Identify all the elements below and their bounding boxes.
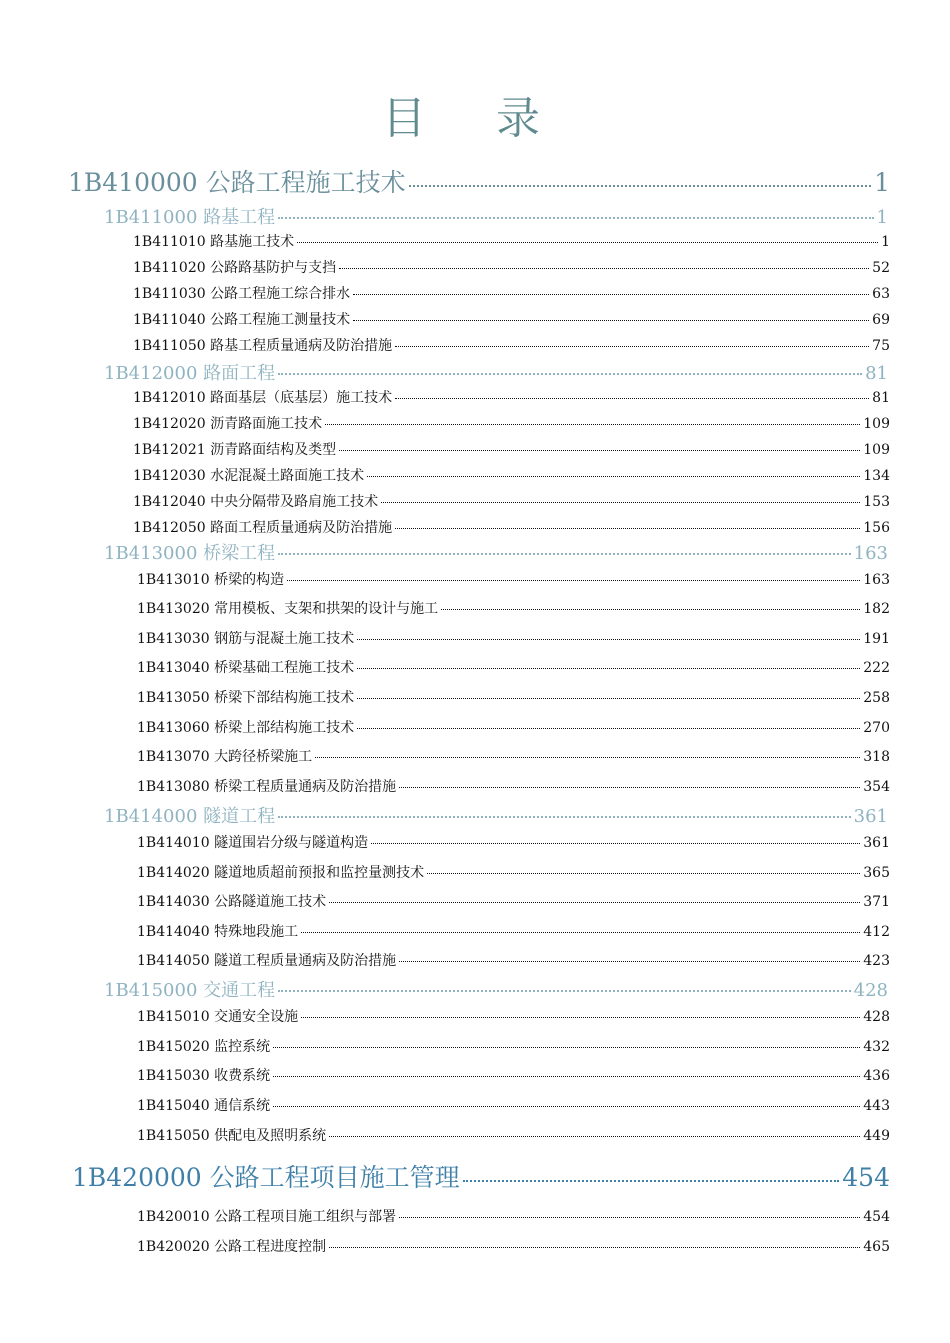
dot-leader: [399, 961, 860, 962]
toc-entry: [133, 387, 890, 407]
toc-entry-label: 1B414000 隧道工程: [104, 806, 276, 827]
dot-leader: [278, 816, 851, 818]
toc-entry-page: 361: [863, 835, 890, 851]
toc-entry-page: 428: [863, 1009, 890, 1025]
toc-entry-label: 1B415030 收费系统: [137, 1068, 271, 1084]
toc-entry-label: 1B412030 水泥混凝土路面施工技术: [133, 468, 365, 484]
toc-entry: [133, 309, 890, 329]
dot-leader: [357, 698, 860, 699]
dot-leader: [278, 373, 862, 375]
toc-entry-page: 270: [863, 720, 890, 736]
toc-entry-page: 222: [863, 660, 890, 676]
dot-leader: [278, 553, 851, 555]
toc-entry-page: 182: [863, 601, 890, 617]
toc-entry: [137, 746, 890, 766]
toc-entry-page: 428: [853, 980, 888, 1001]
dot-leader: [301, 932, 860, 933]
toc-entry-label: 1B411010 路基施工技术: [133, 234, 295, 250]
toc-entry-page: 52: [872, 260, 890, 276]
dot-leader: [339, 450, 860, 451]
dot-leader: [463, 1180, 840, 1182]
toc-entry-page: 454: [863, 1209, 890, 1225]
toc-entry-page: 443: [863, 1098, 890, 1114]
toc-entry-page: 454: [842, 1163, 890, 1192]
toc-entry: [133, 283, 890, 303]
toc-entry-label: 1B413030 钢筋与混凝土施工技术: [137, 631, 355, 647]
toc-entry: [137, 717, 890, 737]
toc-entry-page: 318: [863, 749, 890, 765]
toc-entry-page: 191: [863, 631, 890, 647]
toc-entry: [68, 163, 890, 199]
dot-leader: [409, 185, 871, 187]
toc-entry-label: 1B411050 路基工程质量通病及防治措施: [133, 338, 393, 354]
toc-entry-page: 465: [863, 1239, 890, 1255]
toc-entry-label: 1B411020 公路路基防护与支挡: [133, 260, 337, 276]
toc-entry: [137, 657, 890, 677]
dot-leader: [357, 728, 860, 729]
toc-entry-page: 354: [863, 779, 890, 795]
toc-entry: [133, 231, 890, 251]
toc-entry-label: 1B415020 监控系统: [137, 1039, 271, 1055]
toc-entry-label: 1B414020 隧道地质超前预报和监控量测技术: [137, 865, 425, 881]
toc-entry-label: 1B411000 路基工程: [104, 207, 276, 228]
toc-entry-label: 1B415000 交通工程: [104, 980, 276, 1001]
toc-entry-label: 1B413010 桥梁的构造: [137, 572, 285, 588]
toc-entry: [133, 335, 890, 355]
dot-leader: [273, 1106, 860, 1107]
toc-entry: [104, 539, 888, 565]
toc-entry: [104, 359, 888, 385]
toc-entry-page: 63: [872, 286, 890, 302]
toc-entry: [133, 439, 890, 459]
toc-entry-page: 163: [863, 572, 890, 588]
dot-leader: [357, 668, 860, 669]
toc-entry-label: 1B412050 路面工程质量通病及防治措施: [133, 520, 393, 536]
dot-leader: [339, 268, 869, 269]
toc-entry-page: 412: [863, 924, 890, 940]
toc-entry-page: 134: [863, 468, 890, 484]
toc-entry: [137, 1065, 890, 1085]
toc-entry: [137, 862, 890, 882]
toc-entry-label: 1B420010 公路工程项目施工组织与部署: [137, 1209, 397, 1225]
toc-entry-label: 1B414040 特殊地段施工: [137, 924, 299, 940]
toc-entry-page: 81: [872, 390, 890, 406]
toc-entry-page: 81: [865, 363, 888, 384]
toc-entry: [104, 203, 888, 229]
toc-entry: [137, 628, 890, 648]
toc-entry-label: 1B414030 公路隧道施工技术: [137, 894, 327, 910]
toc-entry: [133, 257, 890, 277]
toc-entry-page: 258: [863, 690, 890, 706]
toc-entry-label: 1B415010 交通安全设施: [137, 1009, 299, 1025]
dot-leader: [399, 787, 860, 788]
toc-entry-label: 1B413070 大跨径桥梁施工: [137, 749, 313, 765]
dot-leader: [301, 1017, 860, 1018]
toc-entry-label: 1B413050 桥梁下部结构施工技术: [137, 690, 355, 706]
toc-entry-page: 432: [863, 1039, 890, 1055]
toc-entry: [137, 921, 890, 941]
toc-entry-page: 153: [863, 494, 890, 510]
toc-entry-label: 1B413000 桥梁工程: [104, 543, 276, 564]
toc-entry: [133, 491, 890, 511]
toc-entry-label: 1B412010 路面基层（底基层）施工技术: [133, 390, 393, 406]
toc-entry: [137, 569, 890, 589]
toc-entry: [137, 1236, 890, 1256]
dot-leader: [329, 902, 860, 903]
toc-entry-label: 1B410000 公路工程施工技术: [68, 168, 406, 197]
toc-entry-page: 163: [853, 543, 888, 564]
toc-entry-page: 69: [872, 312, 890, 328]
dot-leader: [325, 424, 860, 425]
toc-entry-label: 1B413020 常用模板、支架和拱架的设计与施工: [137, 601, 439, 617]
dot-leader: [353, 320, 869, 321]
toc-entry-label: 1B412040 中央分隔带及路肩施工技术: [133, 494, 379, 510]
page-title: 目 录: [382, 93, 568, 144]
toc-entry-page: 1: [874, 168, 890, 197]
dot-leader: [297, 242, 878, 243]
toc-entry-page: 1: [881, 234, 890, 250]
toc-entry: [137, 1006, 890, 1026]
toc-entry-label: 1B412000 路面工程: [104, 363, 276, 384]
toc-entry-label: 1B413040 桥梁基础工程施工技术: [137, 660, 355, 676]
toc-entry: [137, 598, 890, 618]
dot-leader: [329, 1247, 860, 1248]
toc-entry: [137, 776, 890, 796]
toc-entry: [133, 413, 890, 433]
dot-leader: [329, 1136, 860, 1137]
toc-entry-page: 156: [863, 520, 890, 536]
toc-entry: [137, 891, 890, 911]
toc-entry-page: 109: [863, 416, 890, 432]
toc-entry-label: 1B412021 沥青路面结构及类型: [133, 442, 337, 458]
toc-entry-label: 1B413060 桥梁上部结构施工技术: [137, 720, 355, 736]
dot-leader: [399, 1217, 860, 1218]
dot-leader: [273, 1047, 860, 1048]
dot-leader: [287, 580, 860, 581]
toc-entry-page: 371: [863, 894, 890, 910]
dot-leader: [395, 398, 869, 399]
toc-entry-label: 1B412020 沥青路面施工技术: [133, 416, 323, 432]
dot-leader: [395, 528, 860, 529]
dot-leader: [278, 217, 873, 219]
toc-entry: [133, 517, 890, 537]
dot-leader: [357, 639, 860, 640]
toc-entry: [137, 1125, 890, 1145]
toc-entry-label: 1B413080 桥梁工程质量通病及防治措施: [137, 779, 397, 795]
toc-entry-label: 1B411040 公路工程施工测量技术: [133, 312, 351, 328]
toc-entry: [133, 465, 890, 485]
toc-entry: [137, 1095, 890, 1115]
toc-entry-page: 361: [853, 806, 888, 827]
toc-entry: [137, 1036, 890, 1056]
dot-leader: [367, 476, 860, 477]
toc-entry: [104, 976, 888, 1002]
toc-entry: [137, 1206, 890, 1226]
dot-leader: [395, 346, 869, 347]
dot-leader: [315, 757, 860, 758]
toc-entry-page: 449: [863, 1128, 890, 1144]
toc-entry-page: 1: [876, 207, 888, 228]
dot-leader: [381, 502, 860, 503]
toc-entry-page: 109: [863, 442, 890, 458]
toc-entry-label: 1B414050 隧道工程质量通病及防治措施: [137, 953, 397, 969]
toc-entry-label: 1B415050 供配电及照明系统: [137, 1128, 327, 1144]
toc-entry-label: 1B414010 隧道围岩分级与隧道构造: [137, 835, 369, 851]
dot-leader: [278, 990, 851, 992]
toc-entry: [72, 1158, 890, 1194]
toc-entry-page: 75: [872, 338, 890, 354]
toc-entry-label: 1B415040 通信系统: [137, 1098, 271, 1114]
toc-entry: [137, 832, 890, 852]
dot-leader: [427, 873, 860, 874]
dot-leader: [371, 843, 860, 844]
toc-entry-page: 423: [863, 953, 890, 969]
toc-entry-label: 1B411030 公路工程施工综合排水: [133, 286, 351, 302]
dot-leader: [441, 609, 860, 610]
toc-entry: [137, 687, 890, 707]
toc-entry-label: 1B420020 公路工程进度控制: [137, 1239, 327, 1255]
dot-leader: [353, 294, 869, 295]
toc-entry: [104, 802, 888, 828]
toc-entry: [137, 950, 890, 970]
toc-entry-page: 436: [863, 1068, 890, 1084]
dot-leader: [273, 1076, 860, 1077]
toc-entry-page: 365: [863, 865, 890, 881]
toc-entry-label: 1B420000 公路工程项目施工管理: [72, 1163, 460, 1192]
